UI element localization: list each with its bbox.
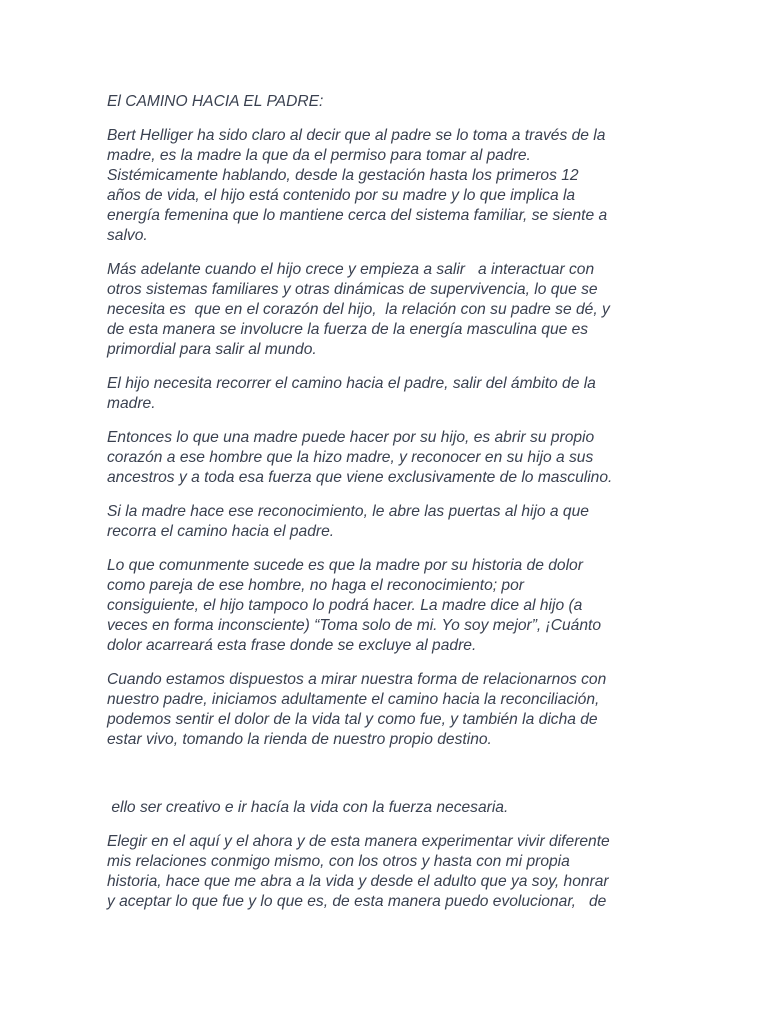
text-line: Más adelante cuando el hijo crece y empieza a salir a interactuar con xyxy=(107,261,595,278)
paragraph xyxy=(107,502,659,542)
text-line: otros sistemas familiares y otras dinámicas de supervivencia, lo que se xyxy=(107,281,598,298)
text-line: recorra el camino hacia el padre. xyxy=(107,523,335,540)
text-line: años de vida, el hijo está contenido por su madre y lo que implica la xyxy=(107,187,576,204)
text-line: y aceptar lo que fue y lo que es, de esta manera puedo evolucionar, de xyxy=(107,893,607,910)
paragraph xyxy=(107,428,659,488)
text-line: necesita es que en el corazón del hijo, la relación con su padre se dé, y xyxy=(107,301,610,318)
text-line: salvo. xyxy=(107,227,148,244)
text-line: ancestros y a toda esa fuerza que viene exclusivamente de lo masculino. xyxy=(107,469,613,486)
text-line: Entonces lo que una madre puede hacer por su hijo, es abrir su propio xyxy=(107,429,595,446)
paragraph xyxy=(107,260,659,360)
text-line: podemos sentir el dolor de la vida tal y como fue, y también la dicha de xyxy=(107,711,598,728)
text-line: de esta manera se involucre la fuerza de la energía masculina que es xyxy=(107,321,589,338)
text-line: madre, es la madre la que da el permiso para tomar al padre. xyxy=(107,147,531,164)
text-line: como pareja de ese hombre, no haga el reconocimiento; por xyxy=(107,577,524,594)
text-line: Si la madre hace ese reconocimiento, le abre las puertas al hijo a que xyxy=(107,503,589,520)
paragraph xyxy=(107,798,659,818)
text-line: primordial para salir al mundo. xyxy=(107,341,317,358)
paragraph xyxy=(107,556,659,656)
blank-gap xyxy=(107,764,659,798)
text-line: mis relaciones conmigo mismo, con los otros y hasta con mi propia xyxy=(107,853,570,870)
text-line: Cuando estamos dispuestos a mirar nuestra forma de relacionarnos con xyxy=(107,671,607,688)
text-line: Lo que comunmente sucede es que la madre por su historia de dolor xyxy=(107,557,583,574)
document-body-continued xyxy=(107,798,659,912)
text-line: energía femenina que lo mantiene cerca del sistema familiar, se siente a xyxy=(107,207,608,224)
text-line: historia, hace que me abra a la vida y desde el adulto que ya soy, honrar xyxy=(107,873,609,890)
document-page xyxy=(107,92,659,926)
text-line: Bert Helliger ha sido claro al decir que al padre se lo toma a través de la xyxy=(107,127,606,144)
text-line: veces en forma inconsciente) “Toma solo de mi. Yo soy mejor”, ¡Cuánto xyxy=(107,617,602,634)
text-line: ello ser creativo e ir hacía la vida con la fuerza necesaria. xyxy=(107,799,509,816)
text-line: Elegir en el aquí y el ahora y de esta manera experimentar vivir diferente xyxy=(107,833,610,850)
text-line: nuestro padre, iniciamos adultamente el camino hacia la reconciliación, xyxy=(107,691,600,708)
text-line: corazón a ese hombre que la hizo madre, y reconocer en su hijo a sus xyxy=(107,449,594,466)
text-line: dolor acarreará esta frase donde se excluye al padre. xyxy=(107,637,477,654)
text-line: madre. xyxy=(107,395,156,412)
document-body xyxy=(107,126,659,750)
paragraph xyxy=(107,374,659,414)
text-line: Sistémicamente hablando, desde la gestación hasta los primeros 12 xyxy=(107,167,579,184)
text-line: El hijo necesita recorrer el camino hacia el padre, salir del ámbito de la xyxy=(107,375,596,392)
paragraph xyxy=(107,126,659,246)
document-title: El CAMINO HACIA EL PADRE: xyxy=(107,93,324,110)
paragraph xyxy=(107,670,659,750)
text-line: consiguiente, el hijo tampoco lo podrá hacer. La madre dice al hijo (a xyxy=(107,597,583,614)
text-line: estar vivo, tomando la rienda de nuestro propio destino. xyxy=(107,731,492,748)
paragraph xyxy=(107,832,659,912)
